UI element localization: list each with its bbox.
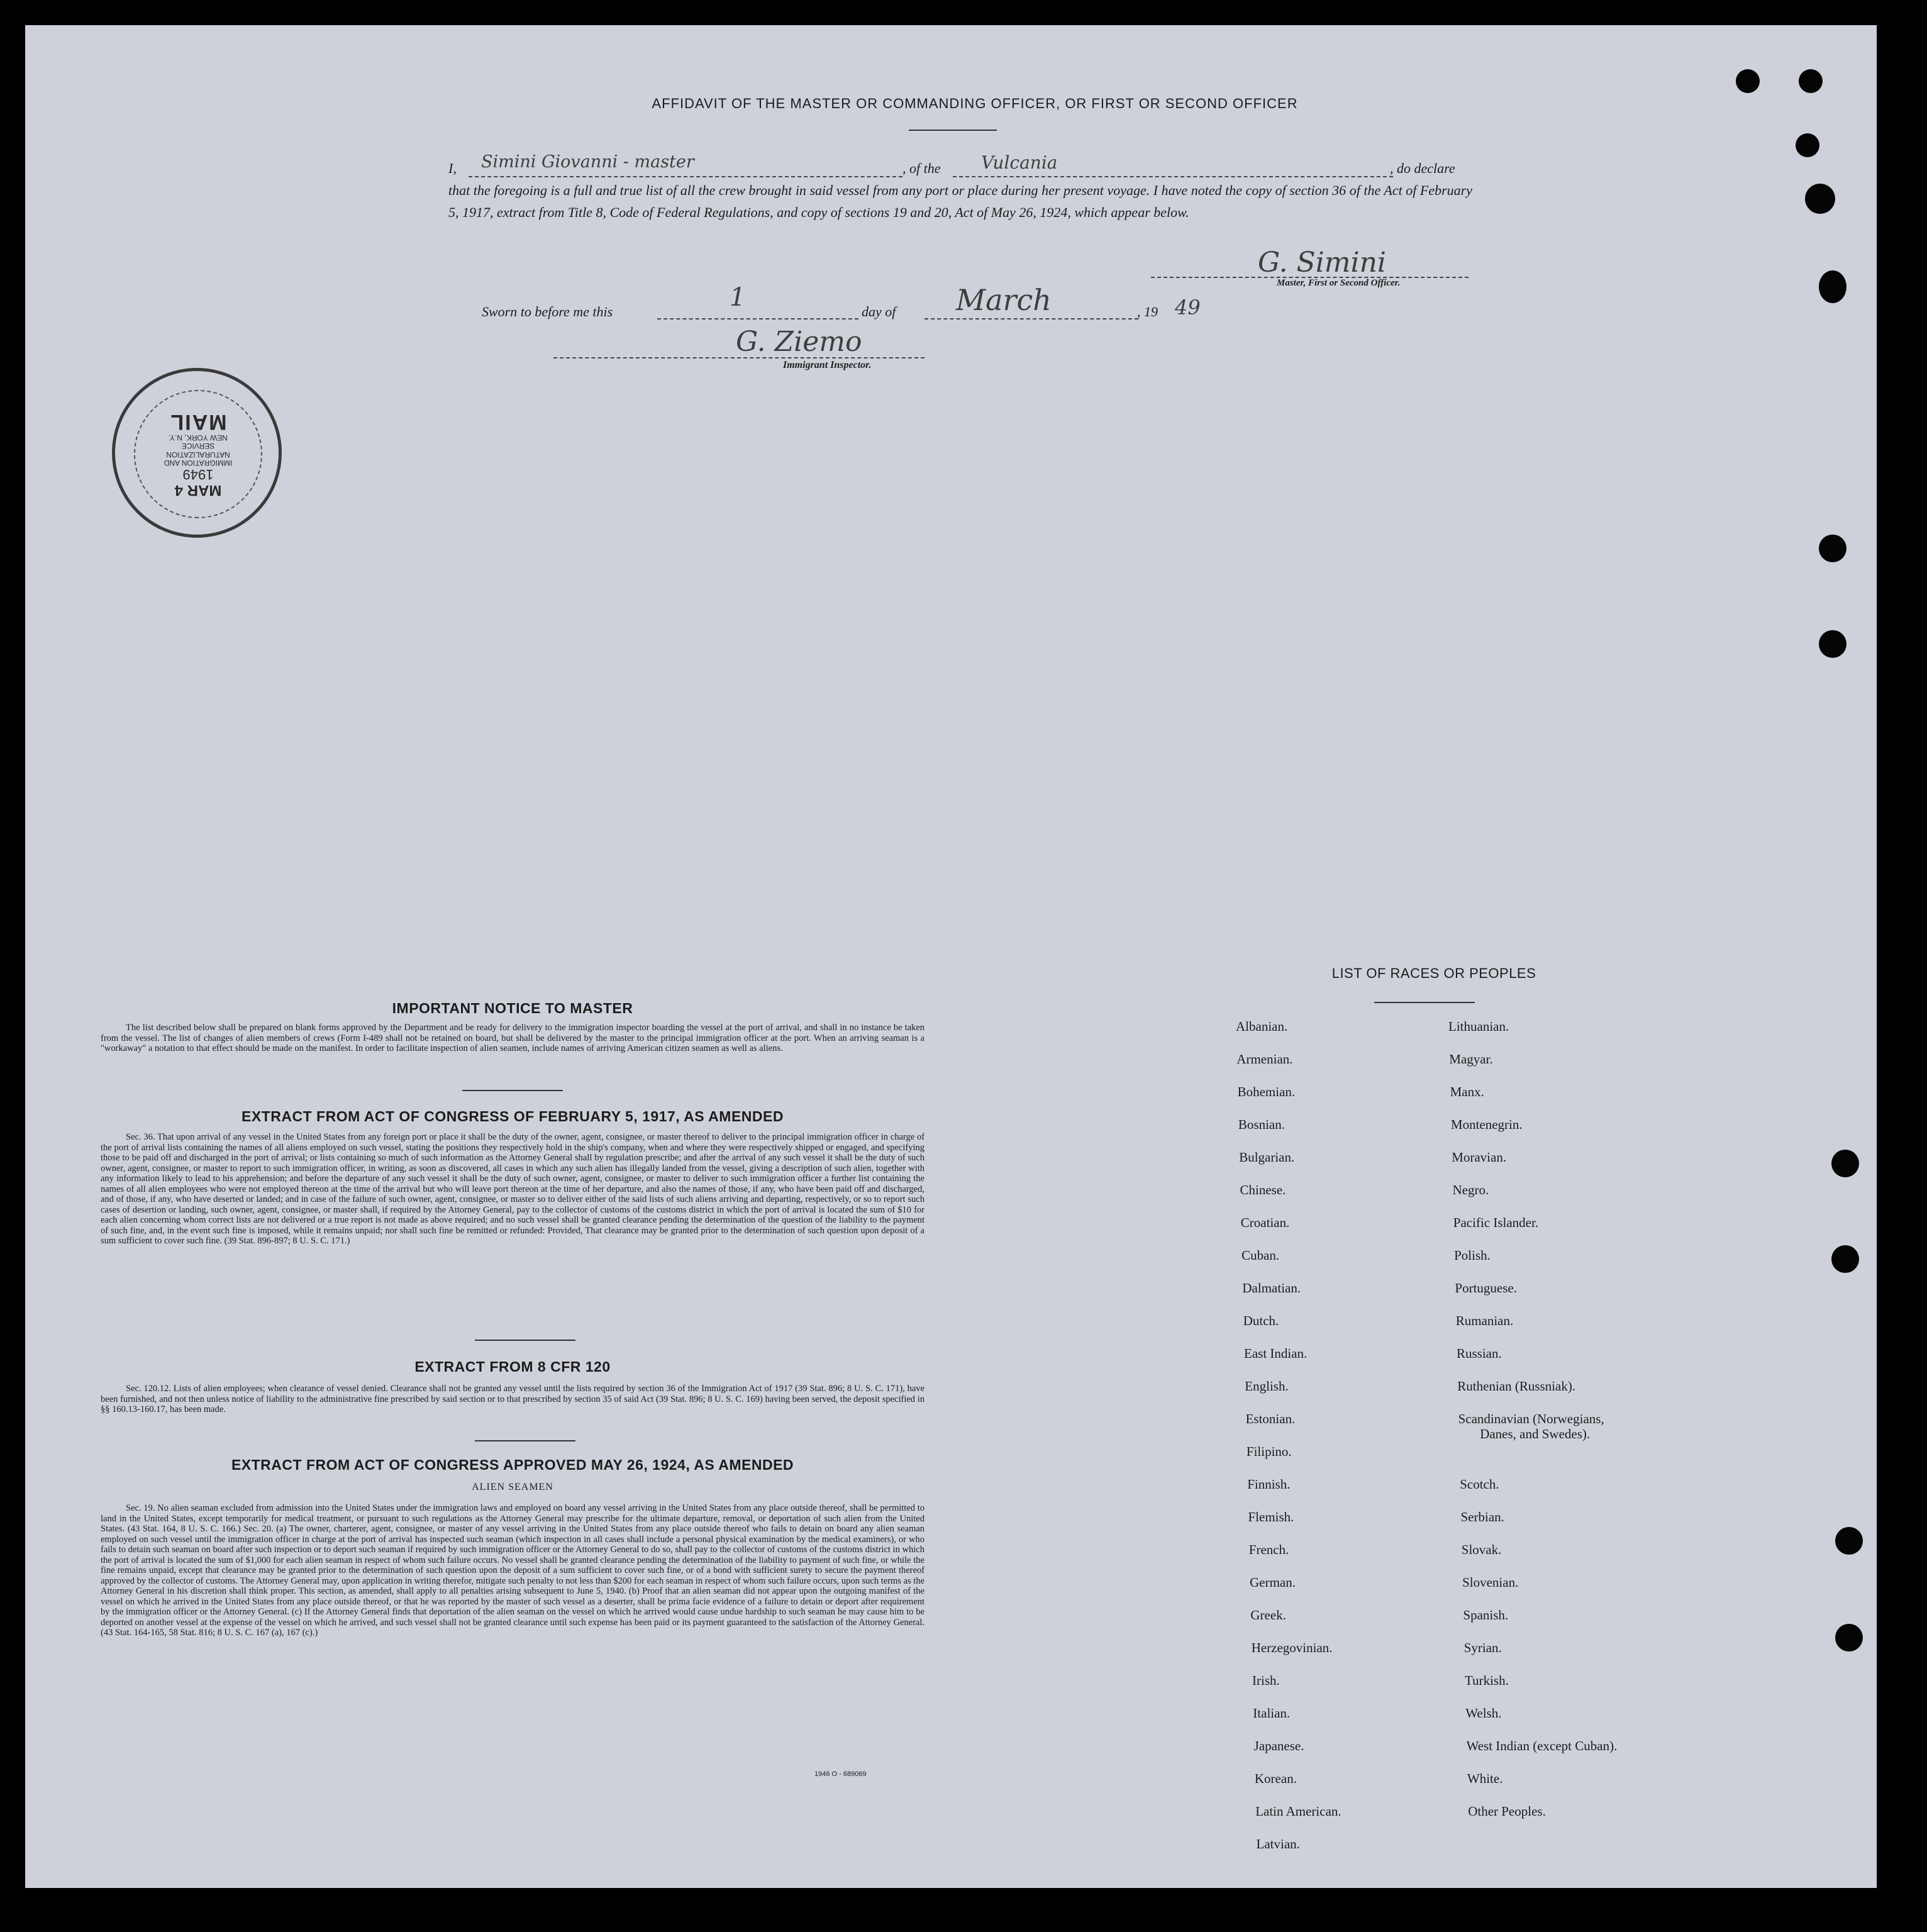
race-item: Bosnian. <box>1238 1117 1285 1132</box>
race-item: Magyar. <box>1449 1052 1493 1067</box>
receipt-stamp <box>112 368 282 538</box>
races-rule <box>1374 1002 1475 1003</box>
master-name-handwriting: Simini Giovanni - master <box>481 152 694 172</box>
race-item: Flemish. <box>1248 1509 1294 1524</box>
sworn-month-line <box>925 318 1138 319</box>
vessel-name-line <box>953 176 1393 177</box>
race-item: East Indian. <box>1244 1346 1308 1361</box>
race-item: West Indian (except Cuban). <box>1466 1738 1618 1753</box>
race-item: Pacific Islander. <box>1453 1215 1539 1230</box>
punch-hole <box>1796 133 1819 157</box>
race-item: Portuguese. <box>1455 1280 1517 1296</box>
race-item: Dutch. <box>1243 1313 1279 1328</box>
race-item: Other Peoples. <box>1468 1804 1546 1819</box>
punch-hole <box>1835 1527 1863 1555</box>
extract-1924-title: EXTRACT FROM ACT OF CONGRESS APPROVED MAY 26, 1924, AS AMENDED <box>231 1457 794 1473</box>
race-item: Latvian. <box>1256 1836 1300 1852</box>
race-item: Polish. <box>1454 1248 1491 1263</box>
sworn-month-handwriting: March <box>956 283 1052 317</box>
stamp-year: 1949 <box>182 466 214 482</box>
race-item: Finnish. <box>1247 1477 1291 1492</box>
notice-rule <box>462 1090 563 1091</box>
race-item: Latin American. <box>1255 1804 1341 1819</box>
race-item: Lithuanian. <box>1448 1019 1509 1034</box>
sworn-label: Sworn to before me this <box>482 304 613 319</box>
extract-1924-text: Sec. 19. No alien seaman excluded from admission into the United States under the immigration laws and employed on board any vessel arriving in the United States from any place outside thereof, shall be permitted to land in the United States, except temporarily for medical treatment, or pursuant to such regulations as the Attorney General may prescribe for the ultimate departure, removal, or deportation of such alien from the United States. (43 Stat. 164, 8 U. S. C. 166.) Sec. 20. (a) The owner, charterer, agent, consignee, or master of any vessel arriving in the United States from any place outside thereof who fails to detain on board any alien seaman employed on such vessel until the immigration officer in charge at the port of arrival has inspected such seaman (which inspection in all cases shall include a personal physical examination by the medical examiners), or who fails to detain such seaman on board after such inspection or to deport such seaman if required by such immigration officer or the Attorney General to do so, shall pay to the collector of customs of the customs district in which the port of arrival is located the sum of $1,000 for each alien seaman in respect of whom such failure occurs. No vessel shall be granted clearance pending the determination of the liability to payment of such fine, or while the fine remains unpaid, except that clearance may be granted prior to the determination of such question upon the deposit of a sum sufficient to cover such fine, or of a bond with sufficient surety to secure the payment thereof approved by the collector of customs. The Attorney General may, upon application in writing therefor, mitigate such penalty to not less than $200 for each seaman in respect of whom such failure occurs, upon such terms as the Attorney General in his discretion shall think proper. This section, as amended, shall apply to all penalties arising subsequent to June 5, 1940. (b) Proof that an alien seaman did not appear upon the outgoing manifest of the vessel on which he arrived in the United States from any place outside thereof, or that he was reported by the master of such vessel as a deserter, shall be prima facie evidence of a failure to detain or deport after requirement by the immigration officer or the Attorney General. (c) If the Attorney General finds that deportation of the alien seaman on the vessel on which he arrived would cause undue hardship to such seaman he may cause him to be deported on another vessel at the expense of the vessel on which he arrived, and such vessel shall not be granted clearance until such expense has been paid or its payment guaranteed to the satisfaction of the Attorney General. (43 Stat. 164-165, 58 Stat. 816; 8 U. S. C. 167 (a), 167 (c).) <box>101 1503 925 1638</box>
master-signature: G. Simini <box>1258 247 1386 279</box>
race-item: Dalmatian. <box>1242 1280 1301 1296</box>
race-item: Greek. <box>1250 1607 1286 1623</box>
race-item: Moravian. <box>1452 1150 1507 1165</box>
race-item: Italian. <box>1253 1706 1291 1721</box>
punch-hole <box>1819 535 1846 562</box>
race-item: Bohemian. <box>1237 1084 1296 1099</box>
punch-hole <box>1736 69 1760 93</box>
stamp-date: MAR 4 <box>174 482 222 499</box>
race-item: Bulgarian. <box>1239 1150 1295 1165</box>
extract-cfr-title: EXTRACT FROM 8 CFR 120 <box>414 1358 611 1375</box>
do-declare-label: , do declare <box>1390 160 1455 176</box>
races-title: LIST OF RACES OR PEOPLES <box>1331 965 1536 981</box>
punch-hole <box>1831 1150 1859 1177</box>
year-handwriting: 49 <box>1175 296 1201 319</box>
race-item: Irish. <box>1252 1673 1280 1688</box>
affidavit-body: that the foregoing is a full and true list of all the crew brought in said vessel from any port or place during her present voyage. I have noted the copy of section 36 of the Act of February 5, 1917, extract from Title 8, Code of Federal Regulations, and copy of sections 19 and 20, Act of May 26, 1924, which appear below. <box>448 182 1472 220</box>
race-item: Slovak. <box>1461 1542 1502 1557</box>
stamp-mail: MAIL <box>169 410 227 435</box>
extract-cfr-rule <box>475 1440 575 1441</box>
race-item: Slovenian. <box>1462 1575 1519 1590</box>
race-item: Montenegrin. <box>1450 1117 1523 1132</box>
race-item: Japanese. <box>1253 1738 1304 1753</box>
race-item: Spanish. <box>1463 1607 1509 1623</box>
race-item: Scotch. <box>1460 1477 1499 1492</box>
day-of-label: day of <box>862 304 896 319</box>
stamp-line: NEW YORK, N.Y. <box>169 433 228 443</box>
race-item: Filipino. <box>1246 1444 1292 1459</box>
vessel-name-handwriting: Vulcania <box>981 152 1058 173</box>
inspector-caption: Immigrant Inspector. <box>783 360 872 370</box>
race-item: Turkish. <box>1465 1673 1509 1688</box>
race-item: Serbian. <box>1460 1509 1504 1524</box>
stamp-line: NATURALIZATION <box>166 450 230 459</box>
race-item: Rumanian. <box>1455 1313 1514 1328</box>
inspector-signature: G. Ziemo <box>736 326 862 358</box>
race-item: Russian. <box>1457 1346 1502 1361</box>
race-item: Manx. <box>1450 1084 1484 1099</box>
punch-hole <box>1805 184 1835 214</box>
notice-title: IMPORTANT NOTICE TO MASTER <box>392 1000 633 1016</box>
notice-text: The list described below shall be prepared on blank forms approved by the Department and be ready for delivery to the immigration inspector boarding the vessel at the port of arrival, and shall in no instance be taken from the vessel. The list of changes of alien members of crews (Form I-489 shall not be retained on board, but shall be delivered by the master to the principal immigration officer at the port. When an arriving seaman is a "workaway" a notation to that effect should be made on the manifest. In order to facilitate inspection of alien seamen, include names of arriving American citizen seamen as well as aliens. <box>101 1023 925 1053</box>
race-item: Welsh. <box>1465 1706 1502 1721</box>
sworn-day-handwriting: 1 <box>730 283 746 312</box>
race-item: German. <box>1250 1575 1296 1590</box>
punch-hole <box>1799 69 1823 93</box>
punch-hole <box>1835 1624 1863 1652</box>
sworn-day-line <box>657 318 858 319</box>
race-item: Armenian. <box>1236 1052 1293 1067</box>
year-prefix: , 19 <box>1137 304 1158 319</box>
inspector-line <box>553 357 925 358</box>
race-item: Estonian. <box>1245 1411 1296 1426</box>
race-item: English. <box>1245 1379 1289 1394</box>
race-item: Cuban. <box>1241 1248 1280 1263</box>
race-item: Scandinavian (Norwegians, <box>1458 1411 1604 1426</box>
master-name-line <box>469 176 902 177</box>
race-item: Chinese. <box>1240 1182 1286 1197</box>
affidavit-title: AFFIDAVIT OF THE MASTER OR COMMANDING OFFICER, OR FIRST OR SECOND OFFICER <box>652 96 1298 111</box>
title-rule <box>909 130 997 131</box>
race-item: Korean. <box>1254 1771 1297 1786</box>
race-item: Croatian. <box>1240 1215 1290 1230</box>
extract-1917-text: Sec. 36. That upon arrival of any vessel in the United States from any foreign port or place it shall be the duty of the owner, agent, consignee, or master thereof to deliver to the principal immigration officer in charge of the port of arrival lists containing the names of all aliens employed on such vessel, stating the positions they respectively hold in the ship's company, when and where they were respectively shipped or engaged, and specifying those to be paid off and discharged in the port of arrival; or lists containing so much of such information as the Attorney General shall by regulation prescribe; and after the arrival of any such vessel it shall be the duty of such owner, agent, consignee, or master to report to such immigration officer, in writing, as soon as discovered, all cases in which any such alien has illegally landed from the vessel, giving a description of such alien, together with any information likely to lead to his apprehension; and before the departure of any such vessel it shall be the duty of such owner, agent, consignee, or master to deliver to such immigration officer a further list containing the names of all alien employees who were not employed thereon at the time of the arrival but who will leave port thereon at the time of her departure, and also the names of those, if any, who have been paid off and discharged, and of those, if any, who have deserted or landed; and in case of the failure of such owner, agent, consignee, or master so to deliver either of the said lists of such aliens arriving and departing, respectively, or so to report such cases of desertion or landing, such owner, agent, consignee, or master shall, if required by the Attorney General, pay to the collector of customs of the customs district in which the port of arrival is located the sum of $10 for each alien concerning whom correct lists are not delivered or a true report is not made as above required; and no such vessel shall be granted clearance pending the determination of the question of the liability to the payment of such fine, and, in the event such fine is imposed, while it remains unpaid; nor shall such fine be remitted or refunded: Provided, That clearance may be granted prior to the determination of such question upon deposit of a sum sufficient to cover such fine. (39 Stat. 896-897; 8 U. S. C. 171.) <box>101 1132 925 1246</box>
extract-cfr-text: Sec. 120.12. Lists of alien employees; when clearance of vessel denied. Clearance shall not be granted any vessel until the lists required by section 36 of the Immigration Act of 1917 (39 Stat. 896; 8 U. S. C. 171), have been furnished, and not then unless notice of liability to the administrative fine prescribed by said section or to that prescribed by section 35 of said Act (39 Stat. 896; 8 U. S. C. 169) having been served, the deposit specified in §§ 160.13-160.17, has been made. <box>101 1384 925 1414</box>
extract-1924-subtitle: ALIEN SEAMEN <box>472 1482 553 1492</box>
punch-hole <box>1819 630 1846 658</box>
stamp-text <box>134 390 262 518</box>
of-the-label: , of the <box>902 160 941 176</box>
race-item: Albanian. <box>1236 1019 1288 1034</box>
i-label: I, <box>448 160 457 176</box>
punch-hole <box>1819 270 1846 303</box>
print-code: 1946 O - 689069 <box>814 1770 867 1778</box>
extract-1917-title: EXTRACT FROM ACT OF CONGRESS OF FEBRUARY 5, 1917, AS AMENDED <box>242 1108 784 1124</box>
punch-hole <box>1831 1245 1859 1273</box>
race-item: French. <box>1248 1542 1289 1557</box>
race-item: Syrian. <box>1463 1640 1502 1655</box>
signature-caption: Master, First or Second Officer. <box>1277 278 1401 288</box>
race-item: Herzegovinian. <box>1251 1640 1333 1655</box>
race-item: Ruthenian (Russniak). <box>1457 1379 1576 1394</box>
stamp-line: IMMIGRATION AND <box>164 458 233 467</box>
extract-1917-rule <box>475 1340 575 1341</box>
stamp-line: SERVICE <box>181 441 215 451</box>
race-item: Negro. <box>1452 1182 1489 1197</box>
race-item: White. <box>1467 1771 1503 1786</box>
race-item: Danes, and Swedes). <box>1480 1426 1591 1441</box>
